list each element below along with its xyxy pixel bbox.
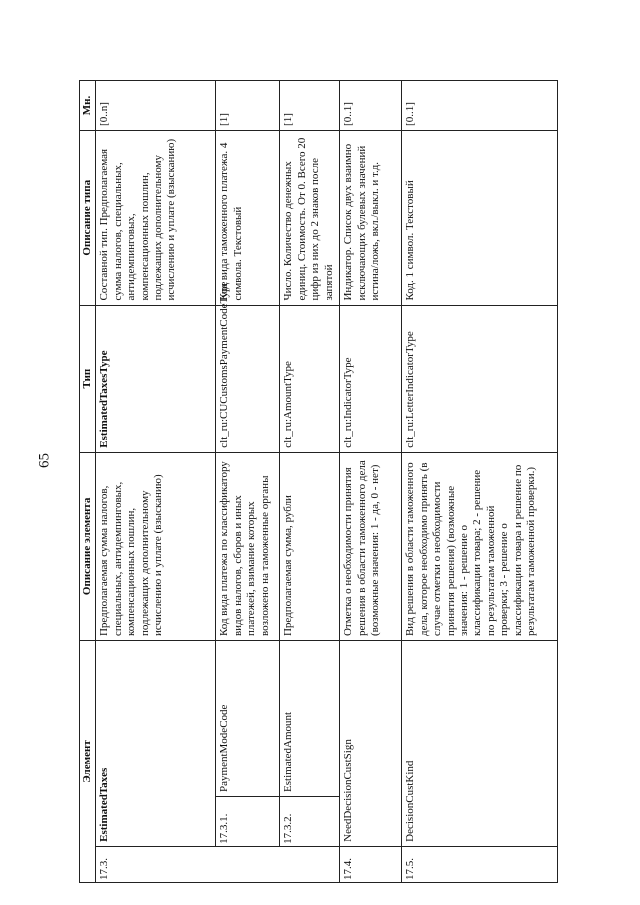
table-row [216, 81, 280, 883]
header-type-desc: Описание типа [80, 130, 96, 305]
element-type: clt_ru:IndicatorType [340, 305, 402, 452]
element-type: clt_ru:CUCustomsPaymentCodeType [216, 305, 280, 452]
element-description: Предполагаемая сумма, рубли [280, 452, 340, 640]
rotated-table-container [79, 80, 556, 883]
table-row [340, 81, 402, 883]
type-description: Индикатор. Список двух взаимно исключающих булевых значений истина/ложь, вкл./выкл. и т.д. [340, 130, 402, 305]
element-name: EstimatedTaxes [96, 641, 216, 847]
header-element: Элемент [80, 641, 96, 883]
element-name: NeedDecisionCustSign [340, 641, 402, 847]
row-number: 17.4. [340, 846, 402, 882]
multiplicity: [0..n] [96, 81, 216, 131]
element-type: clt_ru:AmountType [280, 305, 340, 452]
row-number: 17.3. [96, 846, 340, 882]
page-number: 65 [36, 453, 53, 468]
element-description: Код вида платежа по классификатору видов налогов, сборов и иных платежей, взимание которых возложено на таможенные органы [216, 452, 280, 640]
type-description: Код. 1 символ. Текстовый [402, 130, 558, 305]
element-type: EstimatedTaxesType [96, 305, 216, 452]
row-number: 17.3.2. [280, 796, 340, 846]
row-number: 17.3.1. [216, 796, 280, 846]
multiplicity: [1] [280, 81, 340, 131]
element-description: Вид решения в области таможенного дела, которое необходимо принять (в случае отметки о необходимости принятия решения) (возможные значения: 1 - решение о классификации товара; 2 - решение по результатам таможенной проверки; 3 - решение о классификации товара и решение по результатам таможенной проверки.) [402, 452, 558, 640]
multiplicity: [1] [216, 81, 280, 131]
element-name: PaymentModeCode [216, 641, 280, 797]
multiplicity: [0..1] [340, 81, 402, 131]
element-name: EstimatedAmount [280, 641, 340, 797]
table-header-row [80, 81, 96, 883]
table-row [280, 81, 340, 883]
element-description: Отметка о необходимости принятия решения в области таможенного дела (возможные значения: 1 - да, 0 - нет) [340, 452, 402, 640]
element-type: clt_ru:LetterIndicatorType [402, 305, 558, 452]
schema-table [79, 80, 558, 883]
header-mult: Мн. [80, 81, 96, 131]
header-type: Тип [80, 305, 96, 452]
type-description: Код вида таможенного платежа. 4 символа. Текстовый [216, 130, 280, 305]
type-description: Составной тип. Предполагаемая сумма налогов, специальных, антидемпинговых, компенсационных пошлин, подлежащих дополнительному исчислению и уплате (взысканию) [96, 130, 216, 305]
table-row [402, 81, 558, 883]
header-element-desc: Описание элемента [80, 452, 96, 640]
element-description: Предполагаемая сумма налогов, специальных, антидемпинговых, компенсационных пошлин, подлежащих дополнительному исчислению и уплате (взысканию) [96, 452, 216, 640]
multiplicity: [0..1] [402, 81, 558, 131]
row-number: 17.5. [402, 846, 558, 882]
type-description: Число. Количество денежных единиц. Стоимость. От 0. Всего 20 цифр из них до 2 знаков после запятой [280, 130, 340, 305]
table-row [96, 81, 216, 883]
element-name: DecisionCustKind [402, 641, 558, 847]
